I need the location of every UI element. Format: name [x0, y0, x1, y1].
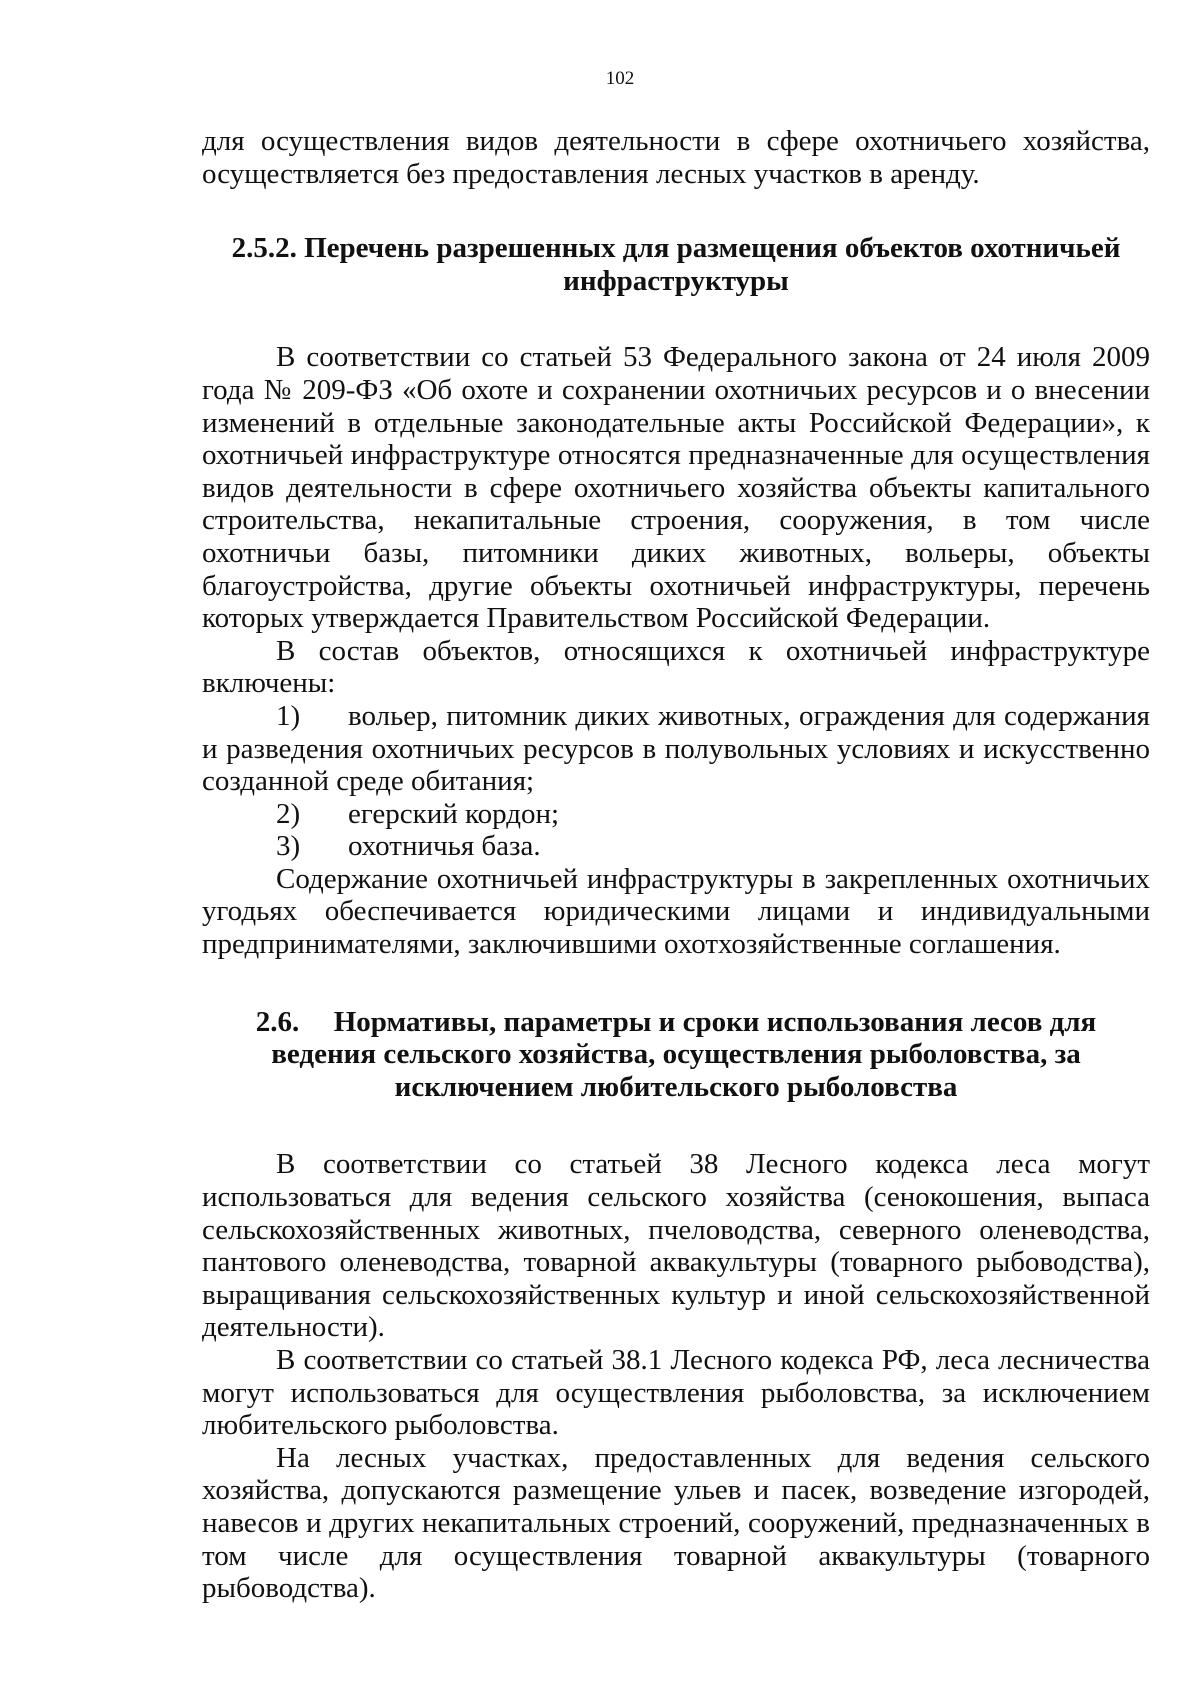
paragraph-infrastructure-maintenance: Содержание охотничьей инфраструктуры в закрепленных охотничьих угодьях обеспечивается юридическими лицами и индивидуальными предпринимателями, заключившими охотхозяйственные соглашения. [202, 862, 1150, 961]
document-body [202, 125, 1150, 1605]
paragraph-infrastructure-composition: В состав объектов, относящихся к охотничьей инфраструктуре включены: [202, 634, 1150, 700]
paragraph-agricultural-plots: На лесных участках, предоставленных для ведения сельского хозяйства, допускаются размещение ульев и пасек, возведение изгородей, навесов и других некапитальных строений, сооружений, предназначенных в том числе для осуществления товарной аквакультуры (товарного рыбоводства). [202, 1441, 1150, 1605]
list-item-number: 1) [276, 699, 301, 732]
infrastructure-list [202, 700, 1150, 863]
list-item-text: охотничья база. [348, 830, 541, 863]
page-number: 102 [605, 68, 635, 89]
paragraph-article-38: В соответствии со статьей 38 Лесного кодекса леса могут использоваться для ведения сельского хозяйства (сенокошения, выпаса сельскохозяйственных животных, пчеловодства, северного оленеводства, пантового оленеводства, товарной аквакультуры (товарного рыбоводства), выращивания сельскохозяйственных культур и иной сельскохозяйственной деятельности). [202, 1148, 1150, 1344]
paragraph-article-38-1: В соответствии со статьей 38.1 Лесного кодекса РФ, леса лесничества могут использоваться для осуществления рыболовства, за исключением любительского рыболовства. [202, 1344, 1150, 1442]
paragraph-hunting-law: В соответствии со статьей 53 Федерального закона от 24 июля 2009 года № 209-ФЗ «Об охоте и сохранении охотничьих ресурсов и о внесении изменений в отдельные законодательные акты Российской Федерации», к охотничьей инфраструктуре относятся предназначенные для осуществления видов деятельности в сфере охотничьего хозяйства объекты капитального строительства, некапитальные строения, сооружения, в том числе охотничьи базы, питомники диких животных, вольеры, объекты благоустройства, другие объекты охотничьей инфраструктуры, перечень которых утверждается Правительством Российской Федерации. [202, 341, 1150, 635]
section-heading-2-5-2: 2.5.2. Перечень разрешенных для размещения объектов охотничьей инфраструктуры [231, 232, 1121, 297]
list-item-number: 2) [276, 797, 301, 830]
list-item-number: 3) [276, 830, 301, 863]
section-title: Нормативы, параметры и сроки использования лесов для ведения сельского хозяйства, осуществления рыболовства, за исключением любительского рыболовства [271, 1005, 1097, 1103]
list-item [202, 798, 1150, 831]
list-item [202, 830, 1150, 863]
list-item [202, 700, 1150, 798]
continued-paragraph: для осуществления видов деятельности в сфере охотничьего хозяйства, осуществляется без предоставления лесных участков в аренду. [202, 125, 1150, 190]
section-heading-2-6 [202, 1006, 1150, 1104]
list-item-text: вольер, питомник диких животных, ограждения для содержания и разведения охотничьих ресурсов в полувольных условиях и искусственно созданной среде обитания; [202, 699, 1150, 798]
list-item-text: егерский кордон; [348, 797, 560, 830]
section-number: 2.6. [255, 1005, 300, 1038]
